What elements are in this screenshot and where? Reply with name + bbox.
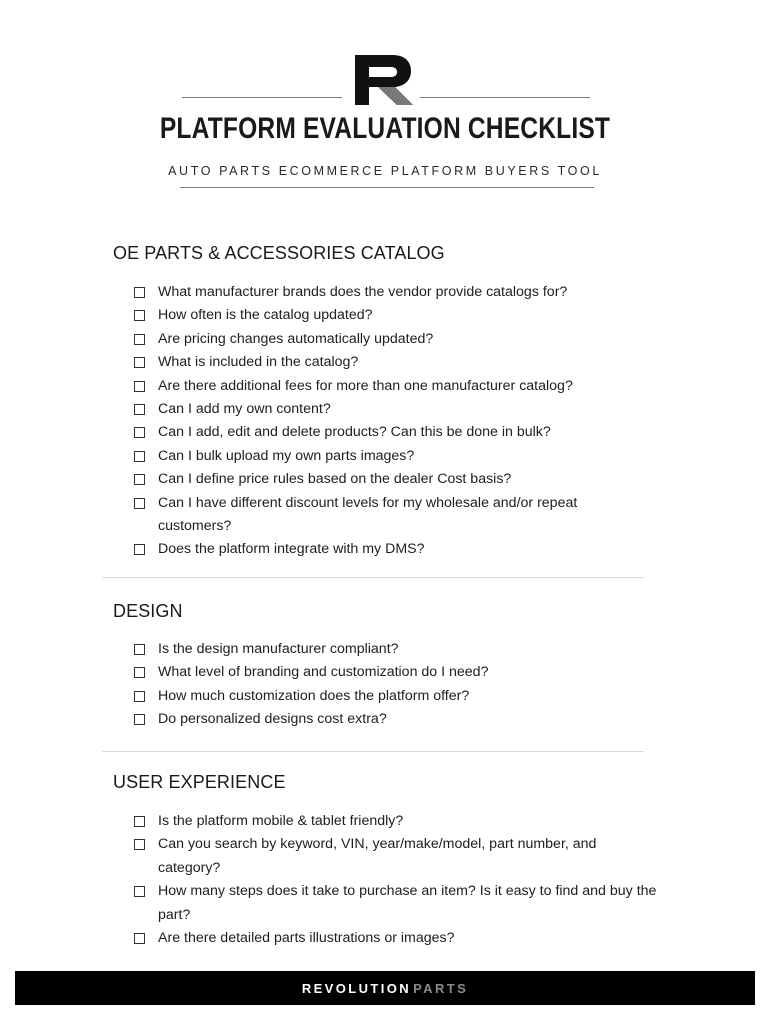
checklist-item[interactable]	[134, 328, 668, 351]
checklist-item[interactable]	[134, 351, 668, 374]
checkbox-icon[interactable]	[134, 816, 145, 827]
item-text: How often is the catalog updated?	[158, 307, 373, 324]
item-text: Is the design manufacturer compliant?	[158, 641, 399, 657]
checklist-item[interactable]	[134, 833, 668, 880]
section-title-catalog: OE PARTS & ACCESSORIES CATALOG	[113, 243, 445, 263]
section-title-design: DESIGN	[113, 601, 183, 621]
checklist-item[interactable]	[134, 492, 668, 539]
checkbox-icon[interactable]	[134, 714, 145, 725]
item-text: What manufacturer brands does the vendor provide catalogs for?	[158, 284, 568, 300]
checkbox-icon[interactable]	[134, 474, 145, 485]
item-text: Does the platform integrate with my DMS?	[158, 541, 425, 558]
checklist-item[interactable]	[134, 880, 668, 927]
checkbox-icon[interactable]	[134, 310, 145, 321]
checklist-item[interactable]	[134, 708, 668, 731]
page-title: PLATFORM EVALUATION CHECKLIST	[159, 112, 611, 145]
checklist-item[interactable]	[134, 398, 668, 421]
checklist-item[interactable]	[134, 445, 668, 468]
item-text: Is the platform mobile & tablet friendly?	[158, 813, 404, 829]
item-text: Are there additional fees for more than one manufacturer catalog?	[158, 377, 573, 394]
checkbox-icon[interactable]	[134, 427, 145, 438]
revolution-parts-logo-icon	[355, 55, 413, 105]
checklist-user-experience	[134, 810, 668, 950]
checklist-catalog	[134, 281, 668, 562]
checklist-item[interactable]	[134, 421, 668, 444]
item-text: Can you search by keyword, VIN, year/make/model, part number, and category?	[158, 836, 597, 876]
item-text: Can I add my own content?	[158, 401, 331, 418]
section-divider	[102, 577, 644, 578]
checklist-item[interactable]	[134, 304, 668, 327]
checkbox-icon[interactable]	[134, 357, 145, 368]
checkbox-icon[interactable]	[134, 933, 145, 944]
footer-brand-secondary: PARTS	[413, 980, 469, 996]
item-text: Are there detailed parts illustrations or images?	[158, 930, 455, 947]
checkbox-icon[interactable]	[134, 451, 145, 462]
section-title-user-experience: USER EXPERIENCE	[113, 772, 286, 792]
header-rule-left	[182, 97, 342, 98]
checkbox-icon[interactable]	[134, 644, 145, 655]
checklist-item[interactable]	[134, 810, 668, 833]
item-text: Can I define price rules based on the dealer Cost basis?	[158, 471, 512, 488]
item-text: Can I bulk upload my own parts images?	[158, 447, 415, 464]
checklist-item[interactable]	[134, 538, 668, 561]
checkbox-icon[interactable]	[134, 498, 145, 509]
item-text: What level of branding and customization do I need?	[158, 664, 489, 681]
subtitle-rule	[180, 187, 594, 188]
checkbox-icon[interactable]	[134, 404, 145, 415]
checkbox-icon[interactable]	[134, 287, 145, 298]
checkbox-icon[interactable]	[134, 544, 145, 555]
item-text: How much customization does the platform offer?	[158, 687, 470, 704]
checklist-item[interactable]	[134, 685, 668, 708]
checkbox-icon[interactable]	[134, 667, 145, 678]
checklist-item[interactable]	[134, 927, 668, 950]
checklist-item[interactable]	[134, 638, 668, 661]
checklist-item[interactable]	[134, 375, 668, 398]
checkbox-icon[interactable]	[134, 381, 145, 392]
checklist-item[interactable]	[134, 468, 668, 491]
checklist-item[interactable]	[134, 281, 668, 304]
section-divider	[102, 751, 644, 752]
checkbox-icon[interactable]	[134, 334, 145, 345]
checkbox-icon[interactable]	[134, 691, 145, 702]
checklist-design	[134, 638, 668, 732]
footer-brand-bar	[15, 971, 755, 1005]
checklist-item[interactable]	[134, 661, 668, 684]
item-text: Do personalized designs cost extra?	[158, 711, 387, 728]
checkbox-icon[interactable]	[134, 839, 145, 850]
checkbox-icon[interactable]	[134, 886, 145, 897]
item-text: What is included in the catalog?	[158, 354, 359, 371]
item-text: Are pricing changes automatically updated?	[158, 330, 434, 347]
item-text: Can I have different discount levels for my wholesale and/or repeat customers?	[158, 494, 578, 535]
item-text: How many steps does it take to purchase an item? Is it easy to find and buy the part?	[158, 883, 657, 923]
item-text: Can I add, edit and delete products? Can this be done in bulk?	[158, 424, 551, 441]
header-rule-right	[420, 97, 590, 98]
page-subtitle: AUTO PARTS ECOMMERCE PLATFORM BUYERS TOOL	[168, 164, 602, 178]
footer-brand-primary: REVOLUTION	[301, 980, 412, 996]
